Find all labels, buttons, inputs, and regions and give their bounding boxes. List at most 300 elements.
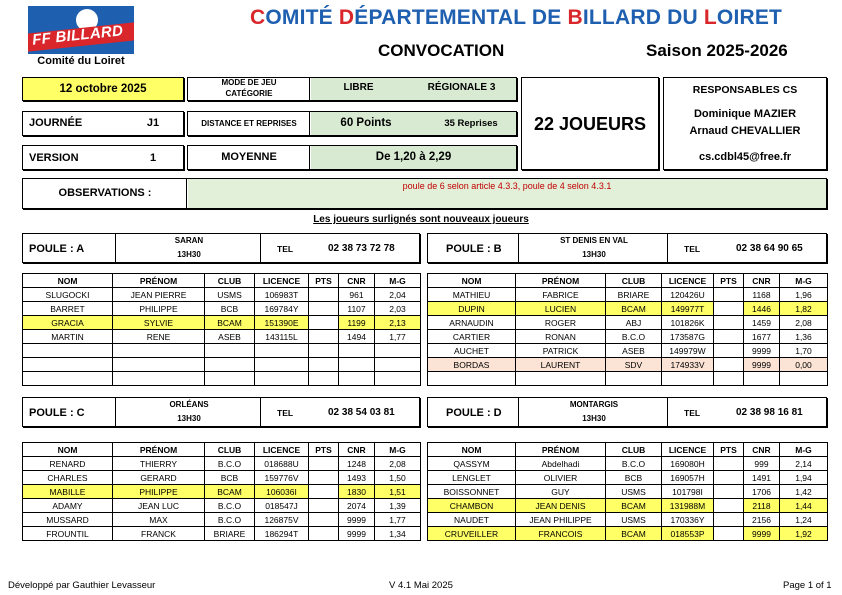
- poule-c-table: [22, 442, 421, 541]
- player-prenom: ROGER: [516, 316, 606, 330]
- player-prenom: [113, 358, 205, 372]
- table-header-row: [428, 443, 828, 457]
- poule-location-cell: [115, 234, 261, 262]
- player-nom: LENGLET: [428, 471, 516, 485]
- player-mg: 1,34: [375, 527, 421, 541]
- poule-location: SARAN: [174, 236, 204, 245]
- player-cnr: [339, 372, 375, 386]
- poule-time: 13H30: [582, 414, 606, 423]
- player-club: B.C.O: [606, 330, 662, 344]
- title-part: L: [703, 6, 717, 29]
- player-prenom: RENE: [113, 330, 205, 344]
- player-pts: [714, 288, 744, 302]
- player-prenom: JEAN PIERRE: [113, 288, 205, 302]
- player-pts: [309, 513, 339, 527]
- player-mg: 1,92: [780, 527, 828, 541]
- poule-location: MONTARGIS: [569, 400, 619, 409]
- player-mg: 2,14: [780, 457, 828, 471]
- column-header: LICENCE: [662, 443, 714, 457]
- distance-box: [187, 111, 517, 136]
- version-box: [22, 145, 184, 170]
- tel-label: TEL: [277, 244, 294, 254]
- player-licence: [255, 358, 309, 372]
- responsable-1: Dominique MAZIER: [693, 108, 797, 120]
- reprises-value: 35 Reprises: [444, 118, 498, 129]
- poule-b-table: [427, 273, 828, 386]
- player-cnr: 2118: [744, 499, 780, 513]
- player-cnr: 1168: [744, 288, 780, 302]
- column-header: NOM: [23, 443, 113, 457]
- player-nom: QASSYM: [428, 457, 516, 471]
- player-prenom: PATRICK: [516, 344, 606, 358]
- player-cnr: [339, 358, 375, 372]
- column-header: LICENCE: [255, 274, 309, 288]
- player-cnr: 1446: [744, 302, 780, 316]
- ffbillard-logo: [28, 6, 134, 68]
- poule-location-cell: [518, 234, 668, 262]
- player-cnr: 961: [339, 288, 375, 302]
- player-nom: MARTIN: [23, 330, 113, 344]
- player-cnr: 9999: [339, 513, 375, 527]
- player-row: [23, 358, 421, 372]
- player-licence: 126875V: [255, 513, 309, 527]
- distance-label: DISTANCE ET REPRISES: [201, 119, 297, 128]
- player-cnr: 1107: [339, 302, 375, 316]
- player-licence: 151390E: [255, 316, 309, 330]
- player-mg: 1,82: [780, 302, 828, 316]
- player-nom: [23, 344, 113, 358]
- journee-label: JOURNÉE: [29, 117, 83, 129]
- player-club: USMS: [606, 485, 662, 499]
- player-cnr: [339, 344, 375, 358]
- column-header: CLUB: [205, 443, 255, 457]
- date-box: [22, 77, 184, 101]
- player-mg: 1,70: [780, 344, 828, 358]
- moyenne-label-cell: [188, 146, 310, 169]
- poule-label: POULE : B: [446, 243, 502, 255]
- player-prenom: THIERRY: [113, 457, 205, 471]
- player-club: B.C.O: [205, 457, 255, 471]
- poule-phone: 02 38 98 16 81: [736, 407, 803, 418]
- column-header: PRÉNOM: [113, 274, 205, 288]
- player-mg: 1,96: [780, 288, 828, 302]
- player-mg: 1,77: [375, 330, 421, 344]
- poule-phone: 02 38 64 90 65: [736, 243, 803, 254]
- poule-a-header: [22, 233, 420, 263]
- player-nom: [428, 372, 516, 386]
- player-nom: ARNAUDIN: [428, 316, 516, 330]
- player-club: BCAM: [606, 499, 662, 513]
- player-pts: [714, 457, 744, 471]
- poule-phone: 02 38 54 03 81: [328, 407, 395, 418]
- player-nom: RENARD: [23, 457, 113, 471]
- player-club: USMS: [606, 513, 662, 527]
- player-nom: BOISSONNET: [428, 485, 516, 499]
- poule-c-header: [22, 397, 420, 427]
- player-row: [428, 358, 828, 372]
- player-nom: DUPIN: [428, 302, 516, 316]
- column-header: PTS: [714, 274, 744, 288]
- player-mg: 1,36: [780, 330, 828, 344]
- player-prenom: Abdelhadi: [516, 457, 606, 471]
- player-pts: [714, 513, 744, 527]
- player-nom: [23, 358, 113, 372]
- column-header: CLUB: [606, 443, 662, 457]
- poule-location: ST DENIS EN VAL: [560, 236, 628, 245]
- player-row: [23, 513, 421, 527]
- player-row: [428, 471, 828, 485]
- logo-main-text: FF BILLARD: [31, 22, 124, 49]
- player-nom: MUSSARD: [23, 513, 113, 527]
- convocation-heading: CONVOCATION: [378, 41, 505, 60]
- player-nom: [23, 372, 113, 386]
- player-club: BRIARE: [606, 288, 662, 302]
- player-licence: 173587G: [662, 330, 714, 344]
- player-prenom: RONAN: [516, 330, 606, 344]
- player-cnr: 999: [744, 457, 780, 471]
- contact-email: cs.cdbl45@free.fr: [698, 151, 792, 163]
- tel-label: TEL: [684, 244, 701, 254]
- player-club: BCAM: [205, 485, 255, 499]
- version-label: VERSION: [29, 152, 79, 164]
- player-licence: 101826K: [662, 316, 714, 330]
- player-cnr: 1459: [744, 316, 780, 330]
- observations-box: [22, 178, 827, 209]
- column-header: LICENCE: [662, 274, 714, 288]
- player-cnr: 1491: [744, 471, 780, 485]
- player-licence: 106983T: [255, 288, 309, 302]
- moyenne-label: MOYENNE: [221, 151, 277, 163]
- column-header: PRÉNOM: [516, 274, 606, 288]
- player-nom: CHARLES: [23, 471, 113, 485]
- player-licence: 169784Y: [255, 302, 309, 316]
- player-row: [428, 457, 828, 471]
- player-row: [428, 316, 828, 330]
- player-cnr: 1248: [339, 457, 375, 471]
- column-header: PTS: [714, 443, 744, 457]
- player-pts: [714, 316, 744, 330]
- player-row: [428, 344, 828, 358]
- player-club: BCB: [205, 302, 255, 316]
- mode-values: [311, 78, 516, 100]
- player-cnr: 9999: [744, 358, 780, 372]
- journee-value: J1: [146, 117, 160, 129]
- player-prenom: LUCIEN: [516, 302, 606, 316]
- player-row: [23, 485, 421, 499]
- mode-box: [187, 77, 517, 101]
- player-pts: [714, 527, 744, 541]
- player-cnr: 1493: [339, 471, 375, 485]
- player-licence: 131988M: [662, 499, 714, 513]
- footer-page: Page 1 of 1: [783, 580, 832, 591]
- player-licence: 018553P: [662, 527, 714, 541]
- player-count: 22 JOUEURS: [533, 114, 647, 134]
- player-mg: 2,03: [375, 302, 421, 316]
- player-prenom: [516, 372, 606, 386]
- player-licence: 120426U: [662, 288, 714, 302]
- player-mg: 1,94: [780, 471, 828, 485]
- player-mg: 2,08: [375, 457, 421, 471]
- title-part: B: [567, 6, 583, 29]
- player-licence: 170336Y: [662, 513, 714, 527]
- column-header: PRÉNOM: [113, 443, 205, 457]
- column-header: PRÉNOM: [516, 443, 606, 457]
- distance-values: [311, 112, 516, 135]
- player-mg: 2,08: [780, 316, 828, 330]
- player-pts: [714, 372, 744, 386]
- player-licence: [662, 372, 714, 386]
- player-row: [23, 527, 421, 541]
- player-prenom: PHILIPPE: [113, 485, 205, 499]
- player-mg: 1,44: [780, 499, 828, 513]
- player-nom: NAUDET: [428, 513, 516, 527]
- season-label: Saison 2025-2026: [646, 41, 788, 60]
- tel-label: TEL: [684, 408, 701, 418]
- player-pts: [714, 485, 744, 499]
- player-licence: 169057H: [662, 471, 714, 485]
- player-pts: [714, 471, 744, 485]
- player-count-box: [521, 77, 659, 170]
- player-row: [23, 316, 421, 330]
- player-mg: 1,24: [780, 513, 828, 527]
- player-prenom: PHILIPPE: [113, 302, 205, 316]
- player-nom: CHAMBON: [428, 499, 516, 513]
- date-value: 12 octobre 2025: [59, 83, 147, 95]
- player-nom: CARTIER: [428, 330, 516, 344]
- title-part: D: [338, 6, 355, 29]
- player-row: [23, 288, 421, 302]
- player-cnr: 1677: [744, 330, 780, 344]
- category-value: RÉGIONALE 3: [427, 82, 496, 93]
- moyenne-value: De 1,20 à 2,29: [375, 151, 452, 163]
- player-row: [428, 330, 828, 344]
- column-header: CNR: [744, 443, 780, 457]
- observations-text: poule de 6 selon article 4.3.3, poule de 4 selon 4.3.1: [402, 181, 612, 191]
- player-cnr: 9999: [744, 344, 780, 358]
- table-header-row: [23, 274, 421, 288]
- column-header: CNR: [744, 274, 780, 288]
- player-prenom: GUY: [516, 485, 606, 499]
- player-pts: [309, 330, 339, 344]
- player-club: BCB: [606, 471, 662, 485]
- player-prenom: FRANCK: [113, 527, 205, 541]
- player-cnr: 9999: [339, 527, 375, 541]
- player-prenom: LAURENT: [516, 358, 606, 372]
- observations-label-cell: [23, 179, 187, 208]
- poule-d-table: [427, 442, 828, 541]
- player-licence: 186294T: [255, 527, 309, 541]
- player-nom: BORDAS: [428, 358, 516, 372]
- column-header: LICENCE: [255, 443, 309, 457]
- player-nom: FROUNTIL: [23, 527, 113, 541]
- title-part: ILLARD DU: [582, 6, 704, 29]
- column-header: M-G: [375, 443, 421, 457]
- player-licence: 174933V: [662, 358, 714, 372]
- title-part: OIRET: [716, 6, 783, 29]
- player-cnr: 1494: [339, 330, 375, 344]
- player-licence: 106036I: [255, 485, 309, 499]
- player-pts: [714, 330, 744, 344]
- column-header: M-G: [375, 274, 421, 288]
- player-licence: [255, 344, 309, 358]
- player-nom: ADAMY: [23, 499, 113, 513]
- player-prenom: JEAN LUC: [113, 499, 205, 513]
- player-mg: 1,77: [375, 513, 421, 527]
- poule-time: 13H30: [177, 250, 201, 259]
- player-prenom: FABRICE: [516, 288, 606, 302]
- mode-value: LIBRE: [343, 82, 374, 93]
- player-licence: 149979W: [662, 344, 714, 358]
- player-cnr: 1830: [339, 485, 375, 499]
- title-part: OMITÉ: [265, 6, 339, 29]
- player-mg: 1,42: [780, 485, 828, 499]
- player-club: USMS: [205, 288, 255, 302]
- category-label: CATÉGORIE: [225, 89, 273, 98]
- player-pts: [309, 288, 339, 302]
- column-header: CNR: [339, 274, 375, 288]
- player-row: [23, 471, 421, 485]
- observations-content: [188, 179, 826, 208]
- version-value: 1: [149, 152, 157, 164]
- player-club: BCAM: [606, 527, 662, 541]
- player-mg: [375, 372, 421, 386]
- responsables-box: [663, 77, 827, 170]
- player-club: BCAM: [606, 302, 662, 316]
- new-players-note: Les joueurs surlignés sont nouveaux joueurs: [313, 214, 529, 225]
- player-club: SDV: [606, 358, 662, 372]
- player-prenom: OLIVIER: [516, 471, 606, 485]
- poule-time: 13H30: [582, 250, 606, 259]
- player-nom: MATHIEU: [428, 288, 516, 302]
- player-nom: SLUGOCKI: [23, 288, 113, 302]
- mode-label: MODE DE JEU: [221, 78, 277, 87]
- player-row: [428, 527, 828, 541]
- distance-label-cell: [188, 112, 310, 135]
- player-pts: [309, 372, 339, 386]
- player-mg: 1,39: [375, 499, 421, 513]
- player-licence: 018688U: [255, 457, 309, 471]
- poule-d-header: [427, 397, 827, 427]
- player-cnr: 1706: [744, 485, 780, 499]
- title-part: C: [250, 6, 266, 29]
- player-club: [205, 344, 255, 358]
- player-row: [23, 372, 421, 386]
- player-licence: 159776V: [255, 471, 309, 485]
- player-row: [428, 513, 828, 527]
- player-cnr: [744, 372, 780, 386]
- table-header-row: [23, 443, 421, 457]
- player-row: [23, 302, 421, 316]
- column-header: CLUB: [606, 274, 662, 288]
- player-nom: AUCHET: [428, 344, 516, 358]
- player-row: [428, 499, 828, 513]
- player-cnr: 1199: [339, 316, 375, 330]
- player-pts: [309, 457, 339, 471]
- player-licence: 149977T: [662, 302, 714, 316]
- poule-phone: 02 38 73 72 78: [328, 243, 395, 254]
- player-mg: [375, 344, 421, 358]
- column-header: NOM: [23, 274, 113, 288]
- player-row: [428, 288, 828, 302]
- poule-b-header: [427, 233, 827, 263]
- column-header: PTS: [309, 443, 339, 457]
- poule-location-cell: [518, 398, 668, 426]
- player-prenom: [113, 344, 205, 358]
- poule-label: POULE : C: [29, 407, 85, 419]
- player-mg: [780, 372, 828, 386]
- responsables-label: RESPONSABLES CS: [692, 84, 798, 96]
- player-nom: CRUVEILLER: [428, 527, 516, 541]
- responsable-2: Arnaud CHEVALLIER: [689, 125, 801, 137]
- player-pts: [714, 499, 744, 513]
- player-nom: BARRET: [23, 302, 113, 316]
- player-row: [428, 372, 828, 386]
- player-club: B.C.O: [606, 457, 662, 471]
- player-club: [606, 372, 662, 386]
- page-title: [250, 6, 782, 30]
- player-mg: 1,50: [375, 471, 421, 485]
- player-club: BCAM: [205, 316, 255, 330]
- player-licence: 101798I: [662, 485, 714, 499]
- player-pts: [309, 499, 339, 513]
- player-licence: 018547J: [255, 499, 309, 513]
- player-licence: [255, 372, 309, 386]
- player-club: ASEB: [205, 330, 255, 344]
- player-pts: [309, 358, 339, 372]
- moyenne-value-cell: [311, 146, 516, 169]
- player-pts: [309, 471, 339, 485]
- poule-time: 13H30: [177, 414, 201, 423]
- player-pts: [309, 485, 339, 499]
- player-mg: 1,51: [375, 485, 421, 499]
- player-prenom: SYLVIE: [113, 316, 205, 330]
- player-club: BRIARE: [205, 527, 255, 541]
- player-pts: [714, 358, 744, 372]
- player-row: [428, 485, 828, 499]
- poule-a-table: [22, 273, 421, 386]
- player-pts: [309, 302, 339, 316]
- footer-version: V 4.1 Mai 2025: [389, 580, 453, 591]
- column-header: NOM: [428, 274, 516, 288]
- player-prenom: FRANCOIS: [516, 527, 606, 541]
- player-licence: 169080H: [662, 457, 714, 471]
- player-prenom: [113, 372, 205, 386]
- column-header: M-G: [780, 443, 828, 457]
- player-cnr: 2074: [339, 499, 375, 513]
- player-prenom: MAX: [113, 513, 205, 527]
- player-mg: 2,04: [375, 288, 421, 302]
- player-row: [23, 330, 421, 344]
- player-club: BCB: [205, 471, 255, 485]
- player-pts: [714, 302, 744, 316]
- points-value: 60 Points: [340, 117, 392, 129]
- poule-label: POULE : A: [29, 243, 85, 255]
- player-mg: [375, 358, 421, 372]
- column-header: PTS: [309, 274, 339, 288]
- player-club: ABJ: [606, 316, 662, 330]
- player-cnr: 2156: [744, 513, 780, 527]
- player-mg: 0,00: [780, 358, 828, 372]
- player-nom: MABILLE: [23, 485, 113, 499]
- player-row: [428, 302, 828, 316]
- mode-label-cell: [188, 78, 310, 100]
- column-header: M-G: [780, 274, 828, 288]
- player-prenom: JEAN DENIS: [516, 499, 606, 513]
- player-pts: [714, 344, 744, 358]
- player-cnr: 9999: [744, 527, 780, 541]
- player-prenom: JEAN PHILIPPE: [516, 513, 606, 527]
- title-part: ÉPARTEMENTAL DE: [354, 6, 568, 29]
